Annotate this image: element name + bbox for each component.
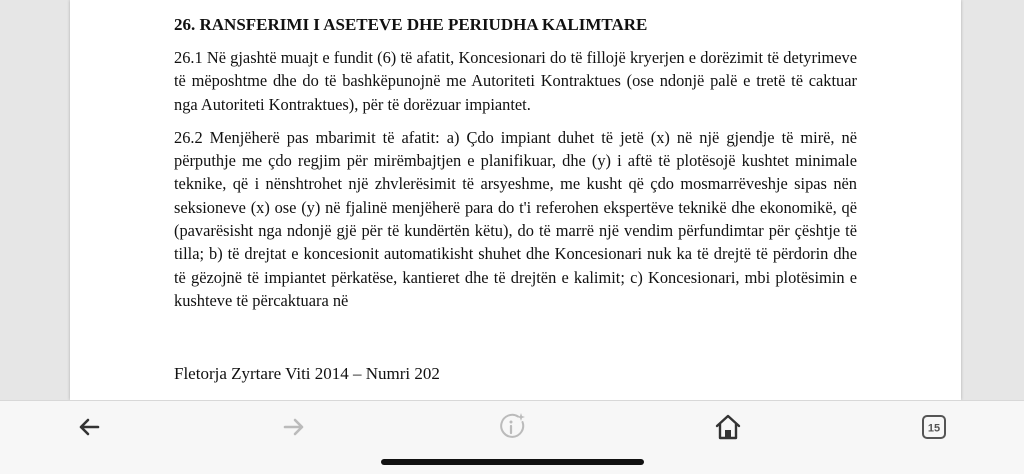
home-indicator[interactable] — [381, 459, 644, 465]
paragraph-26-1: 26.1 Në gjashtë muajt e fundit (6) të afatit, Koncesionari do të fillojë kryerjen e dorëzimit të detyrimeve të mëposhtme dhe do të bashkëpunojnë me Autoriteti Kontraktues (ose ndonjë palë e tretë të caktuar nga Autoriteti Kontraktues), për të dorëzuar impiantet. — [174, 48, 857, 114]
tabs-count: 15 — [927, 422, 941, 435]
home-icon — [714, 413, 742, 441]
forward-button[interactable] — [274, 411, 314, 443]
arrow-left-icon — [78, 418, 100, 436]
section-heading: 26. RANSFERIMI I ASETEVE DHE PERIUDHA KALIMTARE — [174, 15, 648, 34]
browser-toolbar — [0, 400, 1024, 474]
tabs-button[interactable] — [914, 411, 954, 443]
info-sparkle-icon — [497, 412, 527, 442]
document-page — [70, 0, 961, 400]
document-content — [174, 14, 857, 322]
arrow-right-icon — [283, 418, 305, 436]
home-button[interactable] — [708, 411, 748, 443]
tabs-icon — [921, 414, 947, 440]
page-footer: Fletorja Zyrtare Viti 2014 – Numri 202 — [174, 364, 440, 383]
info-button[interactable] — [492, 411, 532, 443]
paragraph-26-2: 26.2 Menjëherë pas mbarimit të afatit: a) Çdo impiant duhet të jetë (x) në një gjendje të mirë, në përputhje me çdo regjim për mirëmbajtjen e planifikuar, dhe (y) i aftë të plotësojë kushtet minimale teknike, që i nënshtrohet një zhvlerësimit të arsyeshme, me kusht që çdo mosmarrëveshje sipas nën seksioneve (x) ose (y) në fjalinë menjëherë para do t'i referohen ekspertëve teknikë dhe ekonomikë, që (pavarësisht nga ndonjë gjë për të kundërtën këtu), do të marrë një vendim përfundimtar për çështje të tilla; b) të drejtat e koncesionit automatikisht shuhet dhe Koncesionari nuk ka të drejtë të përdorin dhe të gëzojnë të impiantet përkatëse, kantieret dhe të drejtën e kalimit; c) Koncesionari, mbi plotësimin e kushteve të përcaktuara në — [174, 127, 857, 310]
back-button[interactable] — [69, 411, 109, 443]
